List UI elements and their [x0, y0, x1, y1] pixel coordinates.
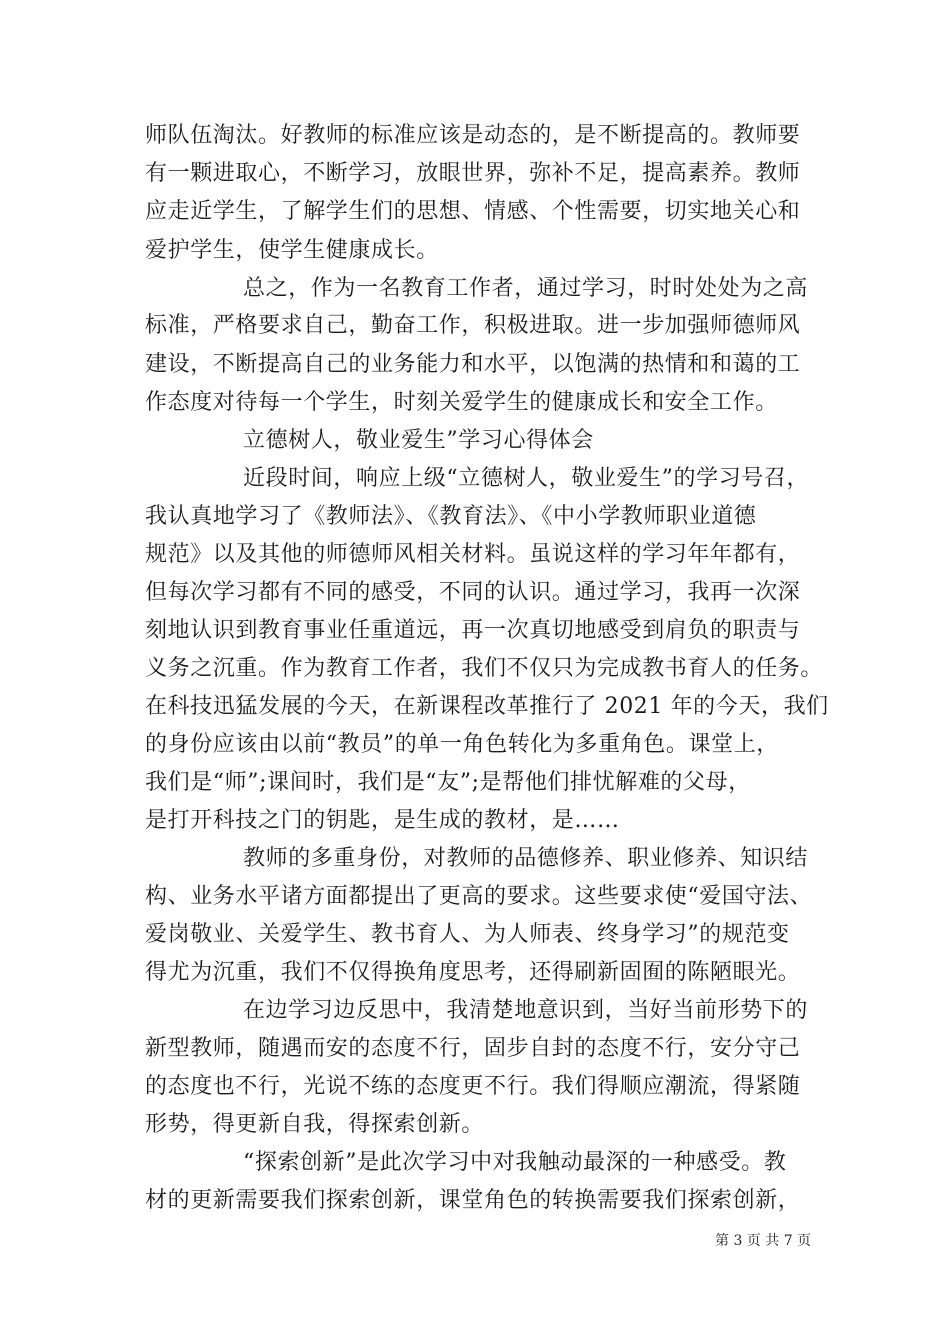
text-line: 教师的多重身份，对教师的品德修养、职业修养、知识结: [243, 846, 809, 871]
text-line: 构、业务水平诸方面都提出了更高的要求。这些要求使“爱国守法、: [145, 884, 813, 909]
text-line: 但每次学习都有不同的感受，不同的认识。通过学习，我再一次深: [145, 580, 801, 605]
text-line: 标准，严格要求自己，勤奋工作，积极进取。进一步加强师德师风: [145, 313, 801, 338]
text-line: 的态度也不行，光说不练的态度更不行。我们得顺应潮流，得紧随: [145, 1074, 801, 1099]
text-line: 的身份应该由以前“教员”的单一角色转化为多重角色。课堂上，: [145, 732, 779, 757]
section-heading: 立德树人，敬业爱生”学习心得体会: [243, 428, 594, 453]
text-line: 近段时间，响应上级“立德树人，敬业爱生”的学习号召，: [243, 466, 810, 491]
text-line: 爱护学生，使学生健康成长。: [145, 238, 439, 263]
text-line: 是打开科技之门的钥匙，是生成的教材，是……: [145, 808, 620, 833]
text-line: 爱岗敬业、关爱学生、教书育人、为人师表、终身学习”的规范变: [145, 922, 790, 947]
text-line: 得尤为沉重，我们不仅得换角度思考，还得刷新固囿的陈陋眼光。: [145, 960, 801, 985]
text-line: 建设，不断提高自己的业务能力和水平，以饱满的热情和和蔼的工: [145, 352, 801, 377]
text-line: 在边学习边反思中，我清楚地意识到，当好当前形势下的: [243, 998, 809, 1023]
text-line: 我们是“师”;课间时，我们是“友”;是帮他们排忧解难的父母，: [145, 770, 751, 795]
text-line: 义务之沉重。作为教育工作者，我们不仅只为完成教书育人的任务。: [145, 656, 824, 681]
text-line: 规范》以及其他的师德师风相关材料。虽说这样的学习年年都有，: [145, 542, 801, 567]
text-line: 我认真地学习了《教师法》、《教育法》、《中小学教师职业道德: [145, 504, 757, 529]
text-line: 师队伍淘汰。好教师的标准应该是动态的，是不断提高的。教师要: [145, 123, 801, 148]
text-line: “探索创新”是此次学习中对我触动最深的一种感受。教: [243, 1150, 787, 1175]
text-line: 总之，作为一名教育工作者，通过学习，时时处处为之高: [243, 276, 809, 301]
text-line: 新型教师，随遇而安的态度不行，固步自封的态度不行，安分守己: [145, 1036, 801, 1061]
text-line: 刻地认识到教育事业任重道远，再一次真切地感受到肩负的职责与: [145, 618, 801, 643]
text-line: 有一颗进取心，不断学习，放眼世界，弥补不足，提高素养。教师: [145, 161, 801, 186]
text-line: 材的更新需要我们探索创新，课堂角色的转换需要我们探索创新，: [145, 1188, 801, 1213]
text-line: 在科技迅猛发展的今天，在新课程改革推行了 2021 年的今天，我们: [145, 694, 829, 719]
text-line: 应走近学生，了解学生们的思想、情感、个性需要，切实地关心和: [145, 199, 801, 224]
page-number-footer: 第 3 页 共 7 页: [715, 1233, 812, 1249]
text-line: 作态度对待每一个学生，时刻关爱学生的健康成长和安全工作。: [145, 390, 778, 415]
text-line: 形势，得更新自我，得探索创新。: [145, 1112, 485, 1137]
